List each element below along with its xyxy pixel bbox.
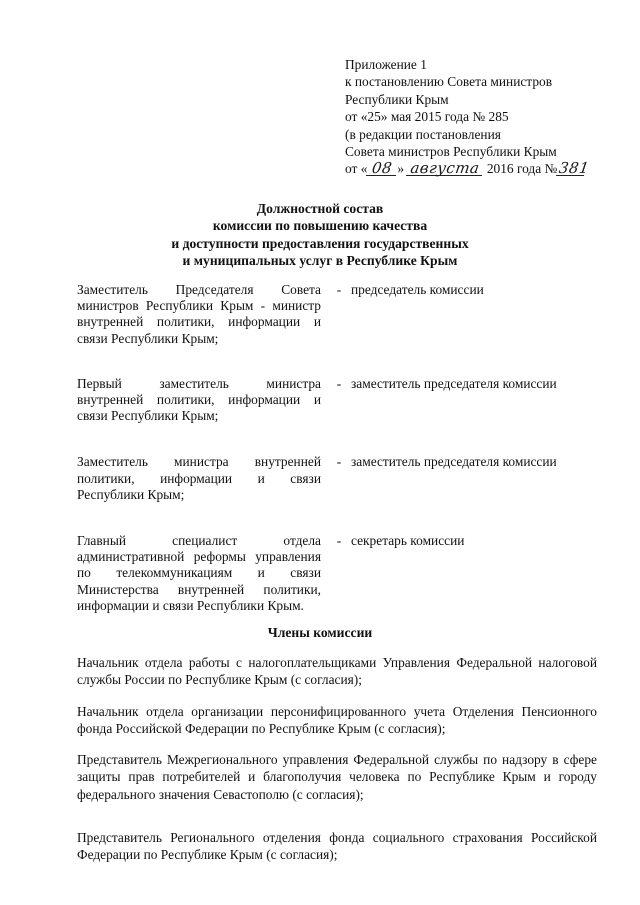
role-official: Заместитель министра внутренней политики, информации и связи Республики Крым; bbox=[77, 454, 321, 502]
role-row-secretary bbox=[77, 533, 607, 614]
role-official: Заместитель Председателя Совета министров Республики Крым - министр внутренней политики, информации и связи Республики Крым; bbox=[77, 282, 321, 346]
document-title bbox=[100, 200, 540, 270]
annex-line: Совета министров Республики Крым bbox=[345, 144, 557, 160]
annex-line: Республики Крым bbox=[345, 91, 449, 107]
role-position: секретарь комиссии bbox=[351, 533, 465, 549]
annex-line: от «25» мая 2015 года № 285 bbox=[345, 109, 509, 125]
annex-edit-year: 2016 года № bbox=[483, 161, 558, 177]
role-official: Главный специалист отдела административной реформы управления по телекоммуникациям и связи Министерства внутренней политики, информации и связи Республики Крым. bbox=[77, 533, 321, 613]
role-row-deputy bbox=[77, 454, 607, 503]
role-position: заместитель председателя комиссии bbox=[351, 375, 557, 391]
title-line: комиссии по повышению качества bbox=[212, 218, 428, 234]
role-row-chairman bbox=[77, 282, 607, 347]
member-paragraph: Начальник отдела организации персонифицированного учета Отделения Пенсионного фонда Российской Федерации по Республике Крым (с согласия); bbox=[77, 704, 597, 737]
member-paragraph: Начальник отдела работы с налогоплательщиками Управления Федеральной налоговой службы России по Республике Крым (с согласия); bbox=[77, 655, 597, 688]
role-dash: - bbox=[336, 454, 342, 470]
annex-header bbox=[345, 56, 615, 178]
role-row-first-deputy bbox=[77, 376, 607, 425]
handwritten-month: августа bbox=[406, 161, 484, 176]
title-line: Должностной состав bbox=[256, 201, 384, 216]
role-dash: - bbox=[336, 282, 342, 297]
handwritten-day: 08 bbox=[366, 161, 398, 176]
role-position: заместитель председателя комиссии bbox=[351, 454, 557, 470]
title-line: и доступности предоставления государственных bbox=[171, 235, 469, 251]
members-heading: Члены комиссии bbox=[267, 625, 373, 640]
handwritten-number: 381 bbox=[558, 159, 591, 178]
roles-list bbox=[77, 282, 607, 614]
annex-edit-line bbox=[345, 160, 615, 177]
role-dash: - bbox=[336, 533, 342, 549]
role-position: председатель комиссии bbox=[351, 282, 484, 297]
annex-line: Приложение 1 bbox=[345, 57, 427, 72]
member-paragraph: Представитель Регионального отделения фонда социального страхования Российской Федерации по Республике Крым (с согласия); bbox=[77, 830, 597, 863]
title-line: и муниципальных услуг в Республике Крым bbox=[182, 253, 458, 269]
role-official: Первый заместитель министра внутренней политики, информации и связи Республики Крым; bbox=[77, 375, 321, 424]
annex-line: (в редакции постановления bbox=[345, 126, 501, 142]
role-dash: - bbox=[336, 375, 342, 391]
annex-edit-mid: » bbox=[397, 161, 408, 177]
member-paragraph: Представитель Межрегионального управления Федеральной службы по надзору в сфере защиты прав потребителей и благополучия человека по Республике Крым и городу федерального значения Севастополю (с согласия); bbox=[77, 752, 597, 802]
annex-line: к постановлению Совета министров bbox=[345, 74, 553, 90]
annex-edit-prefix: от « bbox=[345, 161, 368, 177]
